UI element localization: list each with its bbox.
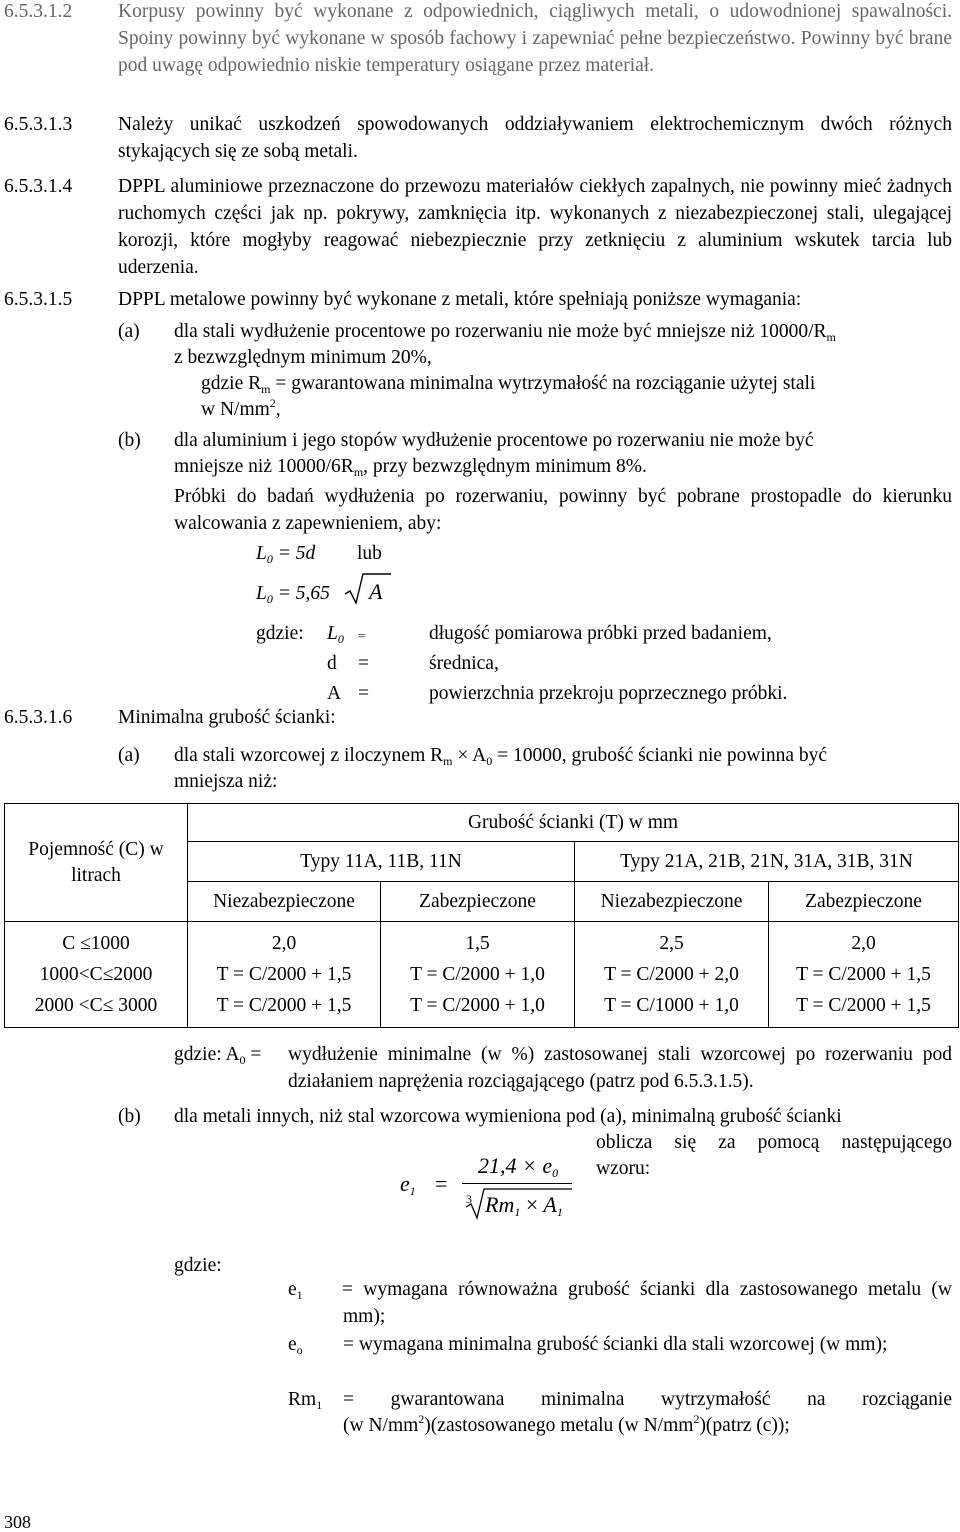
column-4 xyxy=(769,922,959,1028)
cell: T = C/2000 + 1,0 xyxy=(410,995,545,1016)
def-sym-3: A xyxy=(327,683,342,704)
header-type-2: Typy 21A, 21B, 21N, 31A, 31B, 31N xyxy=(575,842,959,882)
formula-1 xyxy=(256,540,315,567)
specimen-text: Próbki do badań wydłużenia po rozerwaniu, powinny być pobrane prostopadle do kierunku walcowania z zapewnieniem, aby: xyxy=(174,486,952,534)
formula-numerator xyxy=(478,1152,558,1179)
sym-sub: 1 xyxy=(316,1398,323,1412)
s6-item-a-text xyxy=(174,742,952,769)
s6-item-a-label: (a) xyxy=(118,745,140,766)
section-6-5-3-1-5 xyxy=(0,286,960,716)
where-text-3: w N/mm xyxy=(201,399,270,420)
section-text: Należy unikać uszkodzeń spowodowanych oddziaływaniem elektrochemicznym dwóch różnych stykających się ze sobą metali. xyxy=(118,114,952,162)
def-sym-2: d xyxy=(327,653,337,674)
header-capacity-text: Pojemność (C) w litrach xyxy=(28,838,164,886)
den-b: A xyxy=(543,1192,557,1217)
numerator-text: 21,4 × e xyxy=(478,1153,553,1178)
numerator-sub: 0 xyxy=(552,1166,559,1180)
e1-sub: 1 xyxy=(409,1184,416,1198)
thickness-table xyxy=(4,803,959,1028)
page-number: 308 xyxy=(4,1512,31,1532)
item-a-text-2: z bezwzględnym minimum 20%, xyxy=(174,347,432,368)
s6-item-b-label: (b) xyxy=(118,1106,141,1127)
def-eq-2: = xyxy=(358,653,369,674)
den-a: Rm xyxy=(485,1192,515,1217)
subheader-3: Niezabezpieczone xyxy=(575,882,769,922)
where-a0-eq: = xyxy=(245,1044,262,1065)
f2-lhs: L xyxy=(256,583,267,604)
sym-sub: 1 xyxy=(296,1288,303,1302)
where-sub: m xyxy=(261,382,271,396)
cell: 1,5 xyxy=(465,933,490,954)
cell: T = C/2000 + 1,5 xyxy=(216,995,352,1016)
s6-item-b-text-2: oblicza się za pomocą następującego xyxy=(596,1132,952,1153)
def2-sym-2 xyxy=(288,1331,303,1358)
subheader-4: Zabezpieczone xyxy=(769,882,959,922)
sym-sub: 0 xyxy=(337,632,344,646)
s6-a-text-1: dla stali wzorcowej z iloczynem R xyxy=(174,745,444,766)
where-a0-desc: wydłużenie minimalne (w %) zastosowanej stali wzorcowej po rozerwaniu pod działaniem naprężenia rozciągającego (patrz pod 6.5.3.1.5). xyxy=(288,1044,952,1092)
defs-label: gdzie: xyxy=(256,623,304,644)
f2-rhs: = 5,65 xyxy=(272,583,330,604)
section-text: Minimalna grubość ścianki: xyxy=(118,707,336,728)
item-a-text-main: dla stali wydłużenie procentowe po rozerwaniu nie może być mniejsze niż 10000/R xyxy=(174,321,827,342)
where-text-4: , xyxy=(275,399,281,420)
sym: Rm xyxy=(288,1389,317,1410)
s6-a-sub-1: m xyxy=(443,754,453,768)
fraction-bar xyxy=(462,1183,572,1184)
def2-sym-3 xyxy=(288,1386,322,1413)
s6-a-text-3: = 10000, grubość ścianki nie powinna być xyxy=(492,745,828,766)
header-capacity xyxy=(5,804,188,922)
f2-radicand: A xyxy=(369,579,383,604)
where-a0-sub: 0 xyxy=(239,1053,246,1067)
s6-item-b-text: dla metali innych, niż stal wzorcowa wymieniona pod (a), minimalną grubość ścianki xyxy=(174,1106,842,1127)
cell: T = C/2000 + 1,5 xyxy=(216,964,352,985)
section-number: 6.5.3.1.3 xyxy=(4,114,73,135)
def-desc-1: długość pomiarowa próbki przed badaniem, xyxy=(429,623,772,644)
capacity-1: C ≤1000 xyxy=(62,933,130,954)
cell: T = C/1000 + 1,0 xyxy=(604,995,739,1016)
times-icon: × xyxy=(457,745,469,766)
d3-a: (w N/mm xyxy=(343,1415,419,1436)
formula-2 xyxy=(256,580,330,607)
den-b-sub: 1 xyxy=(556,1205,563,1219)
formula-eq: = xyxy=(435,1171,448,1196)
sym-sub: o xyxy=(296,1343,303,1357)
sqrt-icon xyxy=(343,572,393,606)
f1-sub: 0 xyxy=(266,552,273,566)
sym: L xyxy=(327,623,338,644)
cell: 2,5 xyxy=(659,933,684,954)
item-a-where xyxy=(201,370,952,397)
e1: e xyxy=(400,1171,410,1196)
where-text-2: = gwarantowana minimalna wytrzymałość na rozciąganie użytej stali xyxy=(270,373,816,394)
def-eq-1: = xyxy=(358,628,366,643)
where-text-1: gdzie R xyxy=(201,373,262,394)
defs2-label: gdzie: xyxy=(174,1255,222,1276)
capacity-column xyxy=(5,922,188,1028)
sym: e xyxy=(288,1334,297,1355)
where-sup: 2 xyxy=(269,396,276,410)
section-text: DPPL metalowe powinny być wykonane z metali, które spełniają poniższe wymagania: xyxy=(118,289,802,310)
subheader-1: Niezabezpieczone xyxy=(188,882,381,922)
capacity-3: 2000 <C≤ 3000 xyxy=(34,995,158,1016)
cell: T = C/2000 + 1,0 xyxy=(410,964,545,985)
formula-denominator xyxy=(485,1191,563,1218)
f1-rhs: = 5d xyxy=(272,543,316,564)
def-sym-1 xyxy=(327,620,344,647)
cell: 2,0 xyxy=(271,933,297,954)
b-sub: m xyxy=(353,465,364,479)
d3-c: )(patrz (c)); xyxy=(699,1415,790,1436)
item-b-text: dla aluminium i jego stopów wydłużenie procentowe po rozerwaniu nie może być xyxy=(174,430,814,451)
s6-a-text-2: A xyxy=(468,745,487,766)
root-index: 3 xyxy=(466,1192,472,1206)
capacity-2: 1000<C≤2000 xyxy=(39,964,153,985)
def-eq-3: = xyxy=(358,683,369,704)
section-text: DPPL aluminiowe przeznaczone do przewozu materiałów ciekłych zapalnych, nie powinny mieć żadnych ruchomych części jak np. pokrywy, zamknięcia itp. wykonanych z niezabezpieczonej stali, ulegającej korozji, które mogłyby reagować niebezpiecznie przy zetknięciu z aluminium wskutek tarcia lub uderzenia. xyxy=(118,176,952,278)
def2-desc-3: = gwarantowana minimalna wytrzymałość na rozciąganie xyxy=(343,1389,952,1410)
item-a-text xyxy=(174,318,952,345)
section-number: 6.5.3.1.4 xyxy=(4,176,73,197)
def-desc-2: średnica, xyxy=(429,653,499,674)
section-number: 6.5.3.1.6 xyxy=(4,707,73,728)
cell: T = C/2000 + 2,0 xyxy=(604,964,739,985)
d3-b: )(zastosowanego metalu (w N/mm xyxy=(424,1415,694,1436)
def2-sym-1 xyxy=(288,1276,303,1303)
b-text-2b: , przy bezwzględnym minimum 8%. xyxy=(363,456,647,477)
formula-or: lub xyxy=(357,543,382,564)
item-a-label: (a) xyxy=(118,321,140,342)
f1-lhs: L xyxy=(256,543,267,564)
def2-desc-1: = wymagana równoważna grubość ścianki dla zastosowanego metalu (w mm); xyxy=(342,1279,952,1327)
column-3 xyxy=(575,922,769,1028)
s6-a-sub-2: 0 xyxy=(486,754,493,768)
cell: T = C/2000 + 1,5 xyxy=(796,964,931,985)
item-b-label: (b) xyxy=(118,430,141,451)
d3-sup1: 2 xyxy=(418,1412,425,1426)
den-a-sub: 1 xyxy=(514,1205,521,1219)
cell: 2,0 xyxy=(851,933,876,954)
section-number: 6.5.3.1.5 xyxy=(4,289,73,310)
times-icon: × xyxy=(525,1192,539,1217)
def2-desc-2: = wymagana minimalna grubość ścianki dla stali wzorcowej (w mm); xyxy=(343,1334,888,1355)
section-number: 6.5.3.1.2 xyxy=(4,1,73,22)
s6-item-a-text-2: mniejsza niż: xyxy=(174,771,278,792)
column-1 xyxy=(188,922,381,1028)
header-group: Grubość ścianki (T) w mm xyxy=(188,804,959,842)
s6-item-b-text-3: wzoru: xyxy=(596,1158,651,1179)
where-a0-text: gdzie: A xyxy=(174,1044,240,1065)
where-a0-label xyxy=(174,1041,261,1068)
item-a-sub: m xyxy=(826,330,836,344)
formula-e1-lhs xyxy=(400,1170,416,1197)
header-type-1: Typy 11A, 11B, 11N xyxy=(188,842,575,882)
cell: T = C/2000 + 1,5 xyxy=(796,995,931,1016)
item-a-where-2 xyxy=(201,396,281,423)
column-2 xyxy=(381,922,575,1028)
d3-sup2: 2 xyxy=(693,1412,700,1426)
def-desc-3: powierzchnia przekroju poprzecznego próbki. xyxy=(429,683,788,704)
f2-sub: 0 xyxy=(266,592,273,606)
section-text: Korpusy powinny być wykonane z odpowiednich, ciągliwych metali, o udowodnionej spawalności. Spoiny powinny być wykonane w sposób fachowy i zapewniać pełne bezpieczeństwo. Powinny być brane pod uwagę odpowiednio niskie temperatury osiągane przez materiał. xyxy=(118,1,952,76)
sym: e xyxy=(288,1279,297,1300)
def2-desc-3b xyxy=(343,1412,790,1439)
subheader-2: Zabezpieczone xyxy=(381,882,575,922)
b-text-2a: mniejsze niż 10000/6R xyxy=(174,456,354,477)
item-b-text-2 xyxy=(174,453,647,480)
